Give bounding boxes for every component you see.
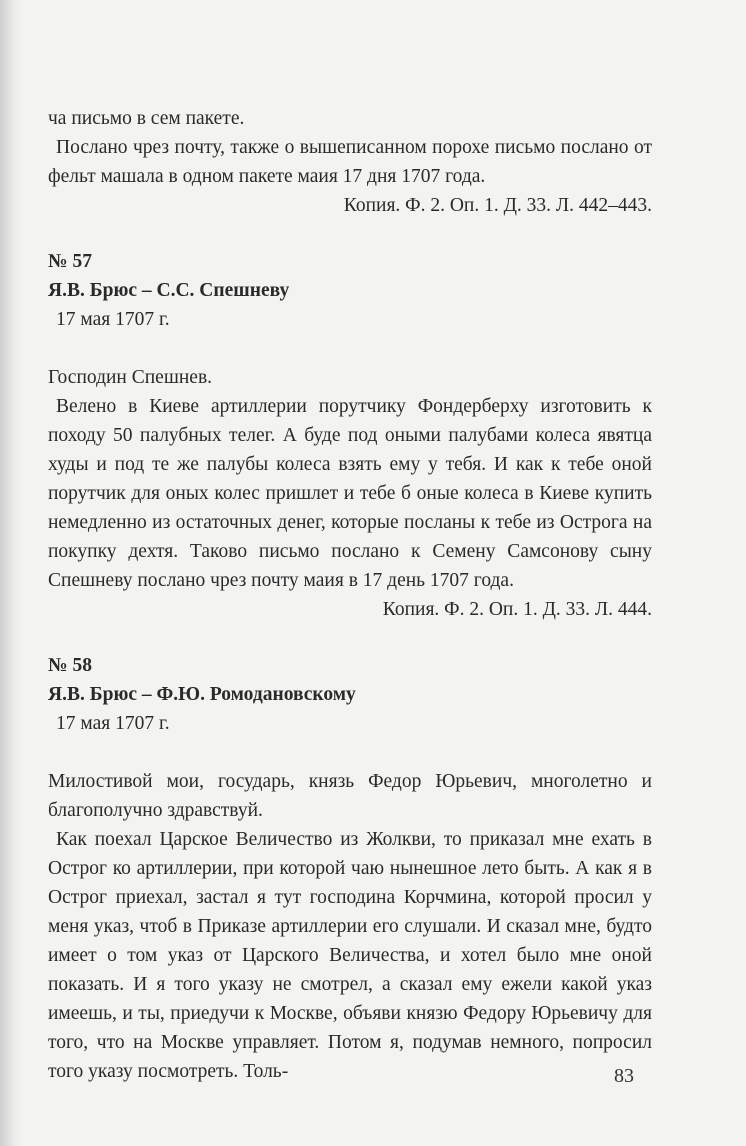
document-number: № 58: [48, 655, 92, 676]
spacer: [48, 220, 652, 247]
spacer: [48, 624, 652, 651]
archival-source: Копия. Ф. 2. Оп. 1. Д. 33. Л. 442–443.: [343, 195, 652, 216]
document-number: № 57: [48, 251, 92, 272]
paragraph: Велено в Киеве артиллерии порутчику Фондерберху изготовить к походу 50 палубных телег. А буде под оными палубами колеса явятца худы и под те же палубы колеса взять ему у тебя. И как к тебе оной порутчик для оных колес пришлет и тебе б оные колеса в Киеве купить немедленно из остаточных денег, которые посланы к тебе из Острога на покупку дехтя. Таково письмо послано к Семену Самсонову сыну Спешневу послано чрез почту маия в 17 день 1707 года.: [48, 396, 652, 591]
document-date: 17 мая 1707 г.: [56, 309, 170, 330]
document-57: [48, 247, 652, 624]
page-edge-shadow: [0, 0, 22, 1146]
document-title: Я.В. Брюс – Ф.Ю. Ромодановскому: [48, 684, 356, 705]
page-number: 83: [614, 1065, 634, 1087]
document-date: 17 мая 1707 г.: [56, 713, 170, 734]
document-58: [48, 651, 652, 1086]
spacer: [48, 738, 652, 767]
continuation-paragraph: ча письмо в сем пакете.: [48, 108, 245, 129]
spacer: [48, 334, 652, 363]
page-body: [48, 104, 652, 1086]
document-title: Я.В. Брюс – С.С. Спешневу: [48, 280, 290, 301]
archival-source: Копия. Ф. 2. Оп. 1. Д. 33. Л. 444.: [382, 599, 652, 620]
greeting: Господин Спешнев.: [48, 367, 213, 388]
paragraph: Милостивой мои, государь, князь Федор Юрьевич, многолетно и благополучно здравствуй.: [48, 771, 652, 821]
paragraph: Как поехал Царское Величество из Жолкви, то приказал мне ехать в Острог ко артиллерии, при которой чаю нынешное лето быть. А как я в Острог приехал, застал я тут господина Корчмина, которой просил у меня указ, чтоб в Приказе артиллерии его слушали. И сказал мне, будто имеет о том указ от Царского Величества, и хотел было мне оной показать. И я того указу не смотрел, а сказал ему ежели какой указ имеешь, и ты, приедучи к Москве, объяви князю Федору Юрьевичу для того, что на Москве управляет. Потом я, подумав немного, попросил того указу посмотреть. Толь-: [48, 829, 652, 1082]
paragraph: Послано чрез почту, также о вышеписанном порохе письмо послано от фельт машала в одном пакете маия 17 дня 1707 года.: [48, 137, 652, 187]
